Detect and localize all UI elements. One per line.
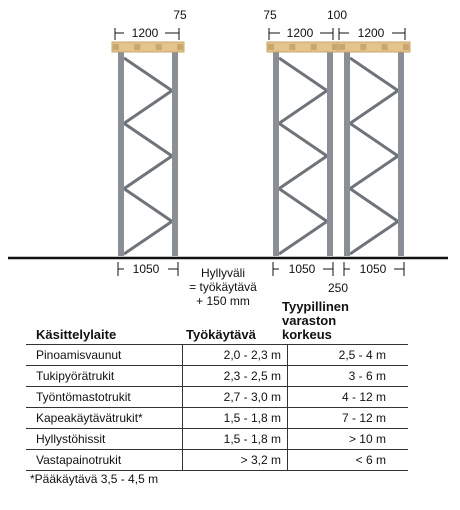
rack-left-pallet [112,42,184,52]
height-cell: 7 - 12 m [288,408,409,429]
rack-left-pallet-block [134,44,140,50]
header-height-line-2: varaston [282,313,337,328]
header-height-line-3: korkeus [282,327,332,342]
clearance-label-left: 75 [173,8,187,22]
rack-left-brace [124,123,172,156]
clearance-label-right: 100 [326,8,348,22]
rack-right-pallet-block [339,44,345,50]
handler-cell: Työntömastotrukit [26,387,183,408]
table-row [26,387,408,408]
aisle-cell: > 3,2 m [183,450,288,471]
handler-cell: Kapeakäytävätrukit* [26,408,183,429]
rack-right-brace [350,58,398,91]
rack-right-pallet [338,42,410,52]
pallet-width-label-1: 1200 [131,26,159,40]
rack-right-brace [350,189,398,222]
height-cell: 2,5 - 4 m [288,345,409,366]
rack-left-upright-left [118,52,124,256]
rack-left-brace [124,221,172,254]
aisle-cell: 2,3 - 2,5 m [183,366,288,387]
aisle-cell: 2,7 - 3,0 m [183,387,288,408]
rack-left-brace [124,91,172,124]
aisle-cell: 1,5 - 1,8 m [183,429,288,450]
header-height-line-1: Tyypillinen [282,299,349,314]
aisle-cell: 1,5 - 1,8 m [183,408,288,429]
aisle-note [182,266,264,308]
rack-left-brace [124,189,172,222]
rack-mid-brace [279,189,327,222]
rack-left-pallet-block [156,44,162,50]
height-cell: 3 - 6 m [288,366,409,387]
rack-right-brace [350,123,398,156]
rack-right-pallet-block [382,44,388,50]
rack-left-brace [124,156,172,189]
table-row [26,450,408,471]
rack-mid-brace [279,221,327,254]
clearance-label-mid: 75 [263,8,277,22]
aisle-note-line-1: Hyllyväli [200,266,245,280]
rack-mid-brace [279,58,327,91]
header-handler: Käsittelylaite [36,327,117,342]
pallet-width-label-2: 1200 [286,26,314,40]
footnote: *Pääkäytävä 3,5 - 4,5 m [30,472,159,486]
pallet-width-label-3: 1200 [357,26,385,40]
table-row [26,345,408,366]
rack-right-pallet-block [360,44,366,50]
rack-left-pallet-block [177,44,183,50]
flue-gap-label: 250 [327,281,349,295]
rack-right-brace [350,91,398,124]
rack-mid-pallet-block [332,44,338,50]
table-row [26,429,408,450]
rack-mid-upright-right [327,52,333,256]
rack-right-upright-right [398,52,404,256]
rack-right-brace [350,221,398,254]
height-cell: > 10 m [288,429,409,450]
header-height [282,300,349,342]
handler-cell: Vastapainotrukit [26,450,183,471]
header-aisle: Työkäytävä [186,327,256,342]
rack-right-pallet-block [403,44,409,50]
rack-mid-brace [279,156,327,189]
rack-mid-pallet-block [289,44,295,50]
rack-mid-pallet-block [268,44,274,50]
rack-mid-pallet-block [311,44,317,50]
frame-depth-label-left: 1050 [132,262,160,276]
frame-depth-label-right: 1050 [359,262,387,276]
rack-mid-brace [279,91,327,124]
rack-left-pallet-block [113,44,119,50]
aisle-note-line-3: + 150 mm [196,294,250,308]
rack-right-brace [350,156,398,189]
rack-mid-pallet [267,42,339,52]
handler-cell: Tukipyörätrukit [26,366,183,387]
rack-mid-upright-left [273,52,279,256]
aisle-cell: 2,0 - 2,3 m [183,345,288,366]
rack-mid-brace [279,123,327,156]
handler-cell: Hyllystöhissit [26,429,183,450]
frame-depth-label-mid: 1050 [288,262,316,276]
rack-left-brace [124,58,172,91]
rack-right-upright-left [344,52,350,256]
height-cell: < 6 m [288,450,409,471]
height-cell: 4 - 12 m [288,387,409,408]
handler-cell: Pinoamisvaunut [26,345,183,366]
aisle-note-line-2: = työkäytävä [189,280,257,294]
table-row [26,366,408,387]
rack-left-upright-right [172,52,178,256]
handler-table [26,344,408,471]
table-row [26,408,408,429]
